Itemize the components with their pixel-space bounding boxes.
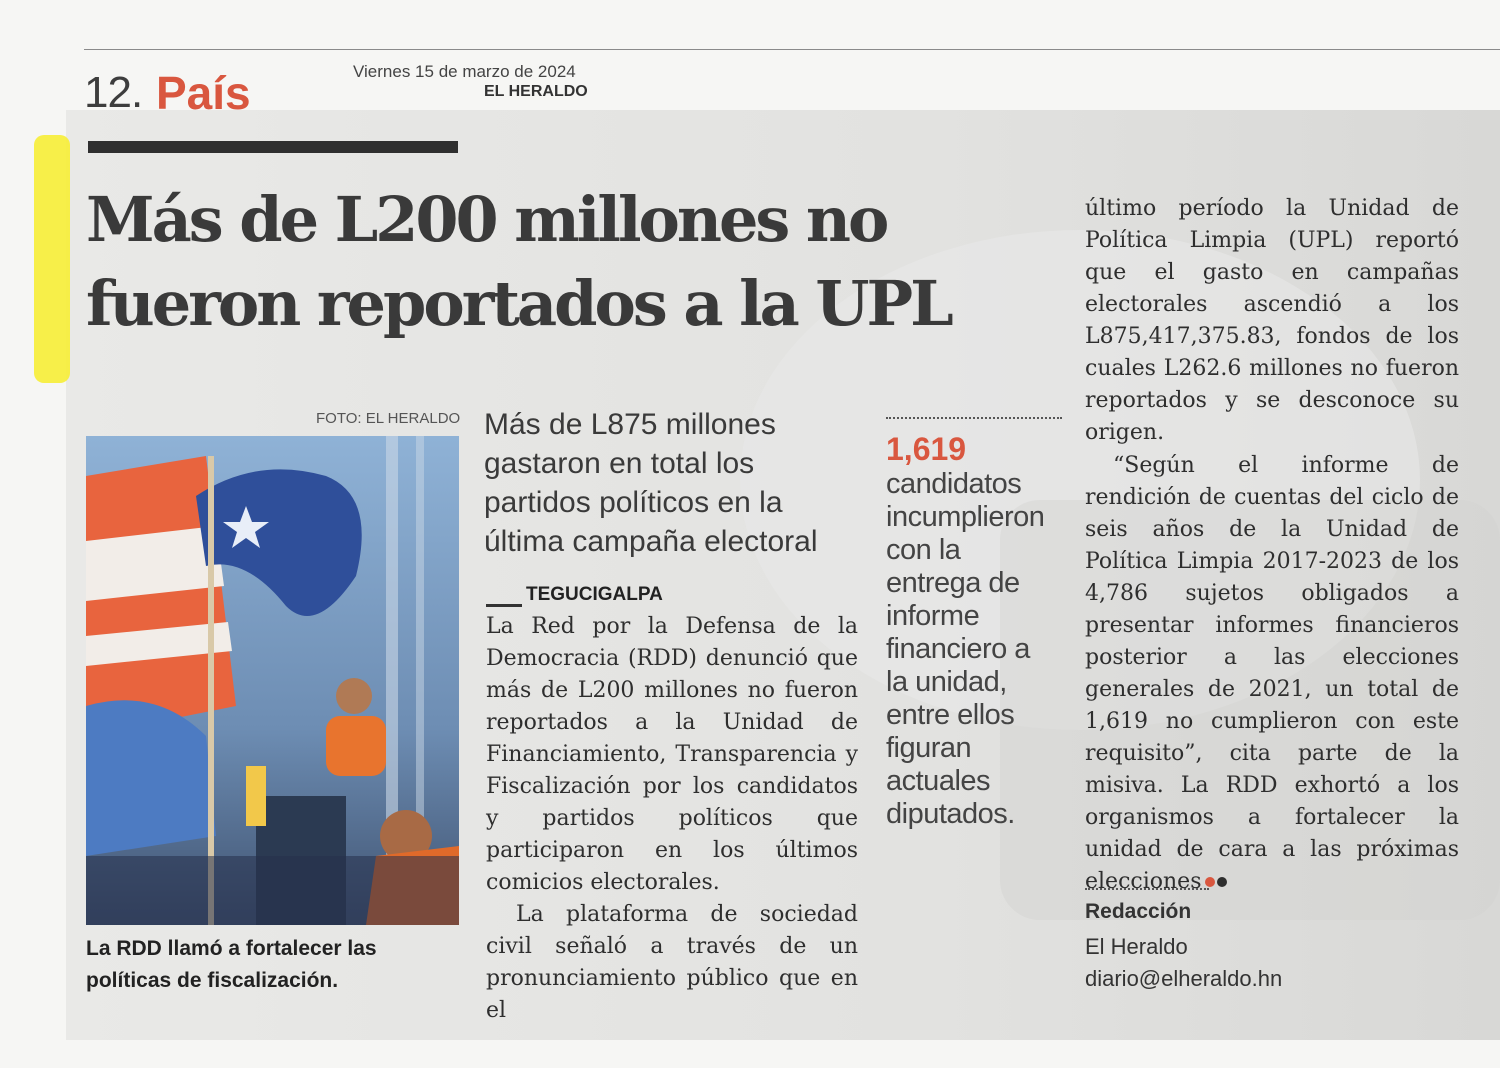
article-photo — [86, 436, 459, 925]
section-name: País — [156, 67, 251, 119]
byline-label: Redacción — [1085, 900, 1192, 923]
photo-credit: FOTO: EL HERALDO — [316, 410, 461, 427]
byline-outlet: El Heraldo — [1085, 934, 1188, 959]
stat-text: candidatos incumplieron con la entrega de informe financiero a la unidad, entre ellos figuran actuales diputados. — [886, 468, 1045, 830]
masthead: EL HERALDO — [484, 83, 588, 100]
body-paragraph-final — [1085, 450, 1459, 898]
body-paragraph: La plataforma de sociedad civil señaló a través de un pronunciamiento público que en el — [486, 902, 858, 1023]
dateline: TEGUCIGALPA — [526, 584, 663, 605]
byline-rule — [1085, 888, 1209, 890]
headline: Más de L200 millones no fueron reportados a la UPL — [86, 183, 951, 340]
body-paragraph-text: “Según el informe de rendición de cuentas del ciclo de seis años de la Unidad de Política Limpia 2017-2023 de los 4,786 sujetos obligados a presentar informes financieros posterior a las elecciones generales de 2021, un total de 1,619 no cumplieron con este requisito”, cita parte de la misiva. La RDD exhortó a los organismos a fortalecer la unidad de cara a las próximas elecciones — [1085, 453, 1459, 894]
dateline-rule — [486, 604, 522, 607]
section-number: 12. — [84, 68, 143, 117]
headline-bar — [88, 141, 458, 153]
stat-box-rule — [886, 417, 1062, 419]
stat-number: 1,619 — [886, 431, 967, 467]
end-of-article-dots-icon — [1201, 869, 1227, 894]
body-paragraph: último período la Unidad de Política Limpia (UPL) reportó que el gasto en campañas electorales ascendió a los L875,417,375.83, fondos de los cuales L262.6 millones no fueron reportados y se desconoce su origen. — [1085, 196, 1459, 445]
deck-subheadline: Más de L875 millones gastaron en total los partidos políticos en la última campaña electoral — [484, 408, 818, 558]
body-paragraph: La Red por la Defensa de la Democracia (RDD) denunció que más de L200 millones no fueron reportados a la Unidad de Financiamiento, Transparencia y Fiscalización por los candidatos y partidos políticos que participaron en los últimos comicios electorales. — [486, 614, 858, 895]
photo-caption: La RDD llamó a fortalecer las políticas de fiscalización. — [86, 937, 377, 992]
byline-email: diario@elheraldo.hn — [1085, 966, 1283, 991]
highlighter-mark — [34, 135, 70, 383]
top-rule — [84, 49, 1500, 50]
issue-date: Viernes 15 de marzo de 2024 — [353, 62, 576, 81]
